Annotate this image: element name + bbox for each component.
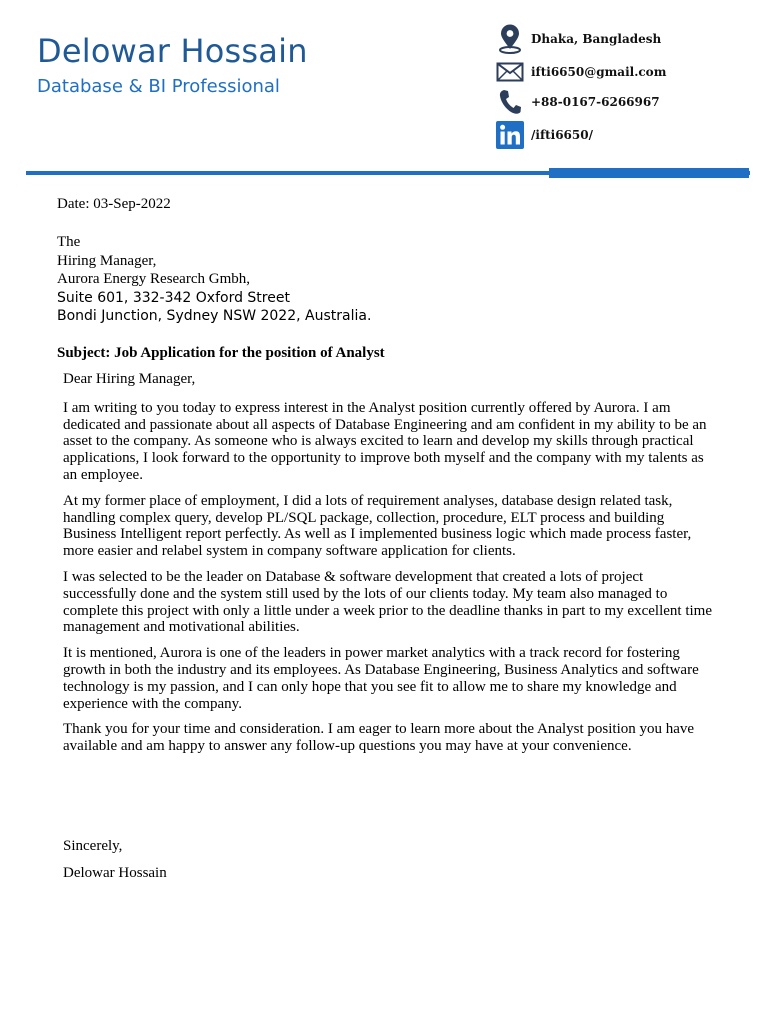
phone-text: +88-0167-6266967 bbox=[531, 95, 660, 109]
letter-paragraph: Thank you for your time and consideration. I am eager to learn more about the Analyst position you have available and am happy to answer any follow-up questions you may have at your convenience. bbox=[63, 721, 695, 755]
letter-signature: Delowar Hossain bbox=[63, 865, 167, 881]
location-text: Dhaka, Bangladesh bbox=[531, 32, 662, 46]
letter-date: Date: 03-Sep-2022 bbox=[57, 196, 171, 212]
applicant-name: Delowar Hossain bbox=[37, 32, 308, 70]
linkedin-icon bbox=[495, 120, 525, 150]
contact-phone bbox=[495, 87, 660, 117]
letter-paragraph: At my former place of employment, I did a lots of requirement analyses, database design related task, handling complex query, develop PL/SQL package, collection, procedure, ELT process and building Business Intelligent report perfectly. As well as I implemented business logic which made process faster, more easier and relabel system in company software application for clients. bbox=[63, 492, 692, 560]
contact-linkedin bbox=[495, 120, 593, 150]
email-icon bbox=[495, 57, 525, 87]
contact-email bbox=[495, 57, 666, 87]
letter-greeting: Dear Hiring Manager, bbox=[63, 371, 196, 387]
letter-paragraph: I was selected to be the leader on Database & software development that created a lots of project successfully done and the system still used by the lots of our clients today. My team also managed to complete this project with only a little under a week prior to the deadline thanks in part to my excellent time management and motivational abilities. bbox=[63, 568, 712, 636]
recipient-line: The bbox=[57, 234, 81, 250]
recipient-line: Bondi Junction, Sydney NSW 2022, Australia. bbox=[57, 308, 372, 324]
header-divider-accent bbox=[549, 168, 749, 178]
recipient-line: Aurora Energy Research Gmbh, bbox=[57, 271, 250, 287]
letter-paragraph: It is mentioned, Aurora is one of the leaders in power market analytics with a track record for fostering growth in both the industry and its employees. As Database Engineering, Business Analytics and software technology is my passion, and I can only hope that you see fit to allow me to share my knowledge and experience with the company. bbox=[63, 645, 699, 712]
email-text[interactable]: ifti6650@gmail.com bbox=[531, 65, 667, 79]
phone-icon bbox=[495, 87, 525, 117]
letter-closing: Sincerely, bbox=[63, 838, 123, 854]
recipient-line: Hiring Manager, bbox=[57, 252, 157, 269]
linkedin-text[interactable]: /ifti6650/ bbox=[531, 128, 593, 142]
letter-body bbox=[63, 371, 713, 764]
contact-location bbox=[495, 24, 661, 54]
recipient-address bbox=[57, 233, 371, 326]
recipient-line: Suite 601, 332-342 Oxford Street bbox=[57, 289, 290, 306]
applicant-role: Database & BI Professional bbox=[37, 76, 280, 97]
letter-paragraph: I am writing to you today to express interest in the Analyst position currently offered by Aurora. I am dedicated and passionate about all aspects of Database Engineering and am confident in my ability to be an asset to the company. As someone who is always excited to learn and develop my skills through practical applications, I look forward to the opportunity to improve both myself and the company with my talents as an employee. bbox=[63, 399, 707, 483]
letter-subject: Subject: Job Application for the position of Analyst bbox=[57, 345, 385, 361]
location-pin-icon bbox=[495, 24, 525, 54]
